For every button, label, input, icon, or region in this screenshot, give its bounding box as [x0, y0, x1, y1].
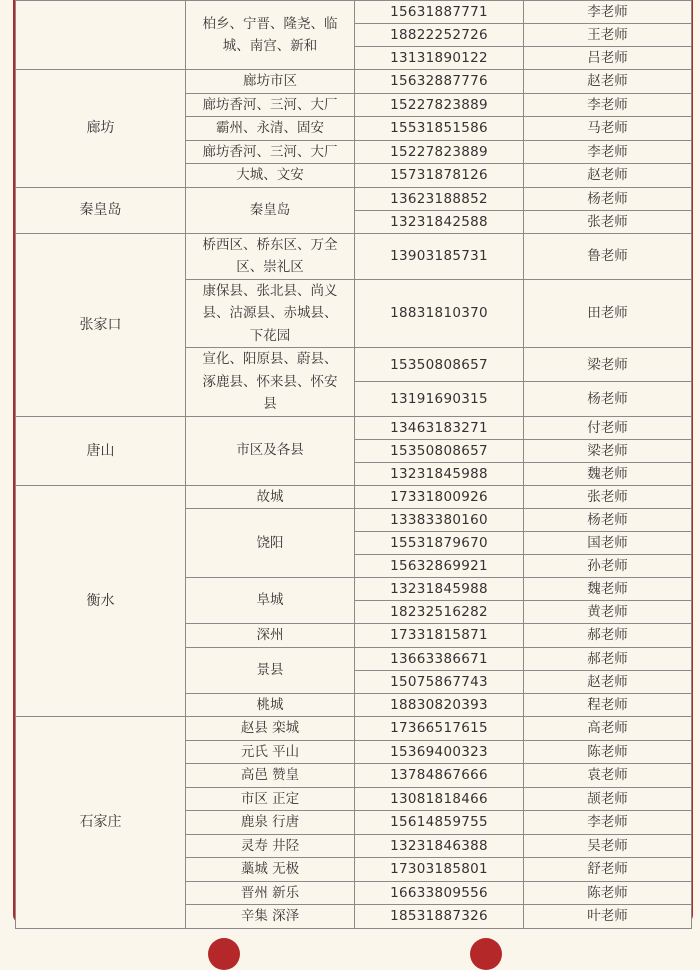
phone-cell: 13231845988 [355, 462, 524, 485]
area-cell: 辛集 深泽 [186, 905, 355, 929]
teacher-cell: 魏老师 [524, 578, 692, 601]
area-cell: 霸州、永清、固安 [186, 117, 355, 141]
teacher-cell: 舒老师 [524, 858, 692, 882]
phone-cell: 13784867666 [355, 764, 524, 788]
teacher-cell: 郝老师 [524, 624, 692, 648]
phone-cell: 17303185801 [355, 858, 524, 882]
phone-cell: 13191690315 [355, 382, 524, 416]
phone-cell: 13463183271 [355, 416, 524, 439]
teacher-cell: 李老师 [524, 811, 692, 835]
teacher-cell: 马老师 [524, 117, 692, 141]
teacher-cell: 李老师 [524, 140, 692, 164]
area-cell: 灵寿 井陉 [186, 834, 355, 858]
decoration-dot-left [208, 938, 240, 970]
table-row [16, 416, 692, 439]
teacher-cell: 张老师 [524, 210, 692, 233]
region-cell: 张家口 [16, 233, 186, 416]
table-row [16, 717, 692, 741]
phone-cell: 18831810370 [355, 279, 524, 348]
area-cell: 廊坊香河、三河、大厂 [186, 93, 355, 117]
phone-cell: 13081818466 [355, 787, 524, 811]
area-cell: 赵县 栾城 [186, 717, 355, 741]
table-row [16, 485, 692, 509]
phone-cell: 15531851586 [355, 117, 524, 141]
phone-cell: 13663386671 [355, 647, 524, 670]
teacher-cell: 孙老师 [524, 555, 692, 578]
phone-cell: 13231845988 [355, 578, 524, 601]
teacher-cell: 鲁老师 [524, 233, 692, 279]
table-row [16, 1, 692, 24]
table-row [16, 187, 692, 210]
table-row [16, 233, 692, 279]
area-cell: 桥西区、桥东区、万全区、崇礼区 [186, 233, 355, 279]
teacher-cell: 陈老师 [524, 740, 692, 764]
teacher-cell: 叶老师 [524, 905, 692, 929]
teacher-cell: 杨老师 [524, 382, 692, 416]
teacher-cell: 李老师 [524, 1, 692, 24]
region-cell: 秦皇岛 [16, 187, 186, 233]
teacher-cell: 赵老师 [524, 164, 692, 188]
teacher-cell: 李老师 [524, 93, 692, 117]
area-cell: 晋州 新乐 [186, 881, 355, 905]
region-cell: 唐山 [16, 416, 186, 485]
phone-cell: 15631887771 [355, 1, 524, 24]
teacher-cell: 田老师 [524, 279, 692, 348]
phone-cell: 13231846388 [355, 834, 524, 858]
phone-cell: 15227823889 [355, 93, 524, 117]
region-cell [16, 1, 186, 70]
phone-cell: 15614859755 [355, 811, 524, 835]
area-cell: 桃城 [186, 693, 355, 717]
phone-cell: 18232516282 [355, 601, 524, 624]
contact-table [15, 0, 692, 929]
area-cell: 深州 [186, 624, 355, 648]
phone-cell: 15350808657 [355, 439, 524, 462]
phone-cell: 13623188852 [355, 187, 524, 210]
area-cell: 廊坊香河、三河、大厂 [186, 140, 355, 164]
teacher-cell: 吴老师 [524, 834, 692, 858]
decoration-dot-right [470, 938, 502, 970]
area-cell: 景县 [186, 647, 355, 693]
teacher-cell: 陈老师 [524, 881, 692, 905]
phone-cell: 15075867743 [355, 670, 524, 693]
teacher-cell: 程老师 [524, 693, 692, 717]
area-cell: 柏乡、宁晋、隆尧、临城、南宫、新和 [186, 1, 355, 70]
phone-cell: 15227823889 [355, 140, 524, 164]
phone-cell: 13903185731 [355, 233, 524, 279]
teacher-cell: 梁老师 [524, 348, 692, 382]
teacher-cell: 王老师 [524, 24, 692, 47]
table-row [16, 70, 692, 94]
area-cell: 市区 正定 [186, 787, 355, 811]
teacher-cell: 赵老师 [524, 70, 692, 94]
phone-cell: 13131890122 [355, 47, 524, 70]
area-cell: 鹿泉 行唐 [186, 811, 355, 835]
phone-cell: 16633809556 [355, 881, 524, 905]
phone-cell: 18830820393 [355, 693, 524, 717]
teacher-cell: 郝老师 [524, 647, 692, 670]
teacher-cell: 高老师 [524, 717, 692, 741]
phone-cell: 13231842588 [355, 210, 524, 233]
phone-cell: 18822252726 [355, 24, 524, 47]
contact-table-body [16, 1, 692, 929]
teacher-cell: 国老师 [524, 532, 692, 555]
teacher-cell: 黄老师 [524, 601, 692, 624]
teacher-cell: 付老师 [524, 416, 692, 439]
area-cell: 藁城 无极 [186, 858, 355, 882]
phone-cell: 17366517615 [355, 717, 524, 741]
region-cell: 衡水 [16, 485, 186, 717]
teacher-cell: 吕老师 [524, 47, 692, 70]
area-cell: 廊坊市区 [186, 70, 355, 94]
teacher-cell: 梁老师 [524, 439, 692, 462]
area-cell: 饶阳 [186, 509, 355, 578]
area-cell: 秦皇岛 [186, 187, 355, 233]
phone-cell: 15369400323 [355, 740, 524, 764]
teacher-cell: 袁老师 [524, 764, 692, 788]
teacher-cell: 赵老师 [524, 670, 692, 693]
teacher-cell: 杨老师 [524, 187, 692, 210]
teacher-cell: 张老师 [524, 485, 692, 509]
phone-cell: 17331815871 [355, 624, 524, 648]
area-cell: 宣化、阳原县、蔚县、涿鹿县、怀来县、怀安县 [186, 348, 355, 417]
area-cell: 元氏 平山 [186, 740, 355, 764]
region-cell: 石家庄 [16, 717, 186, 929]
phone-cell: 15632869921 [355, 555, 524, 578]
area-cell: 康保县、张北县、尚义县、沽源县、赤城县、下花园 [186, 279, 355, 348]
area-cell: 大城、文安 [186, 164, 355, 188]
phone-cell: 15531879670 [355, 532, 524, 555]
area-cell: 故城 [186, 485, 355, 509]
teacher-cell: 魏老师 [524, 462, 692, 485]
area-cell: 高邑 赞皇 [186, 764, 355, 788]
phone-cell: 13383380160 [355, 509, 524, 532]
teacher-cell: 杨老师 [524, 509, 692, 532]
phone-cell: 18531887326 [355, 905, 524, 929]
region-cell: 廊坊 [16, 70, 186, 188]
phone-cell: 15731878126 [355, 164, 524, 188]
area-cell: 市区及各县 [186, 416, 355, 485]
phone-cell: 15350808657 [355, 348, 524, 382]
teacher-cell: 颉老师 [524, 787, 692, 811]
area-cell: 阜城 [186, 578, 355, 624]
phone-cell: 17331800926 [355, 485, 524, 509]
phone-cell: 15632887776 [355, 70, 524, 94]
